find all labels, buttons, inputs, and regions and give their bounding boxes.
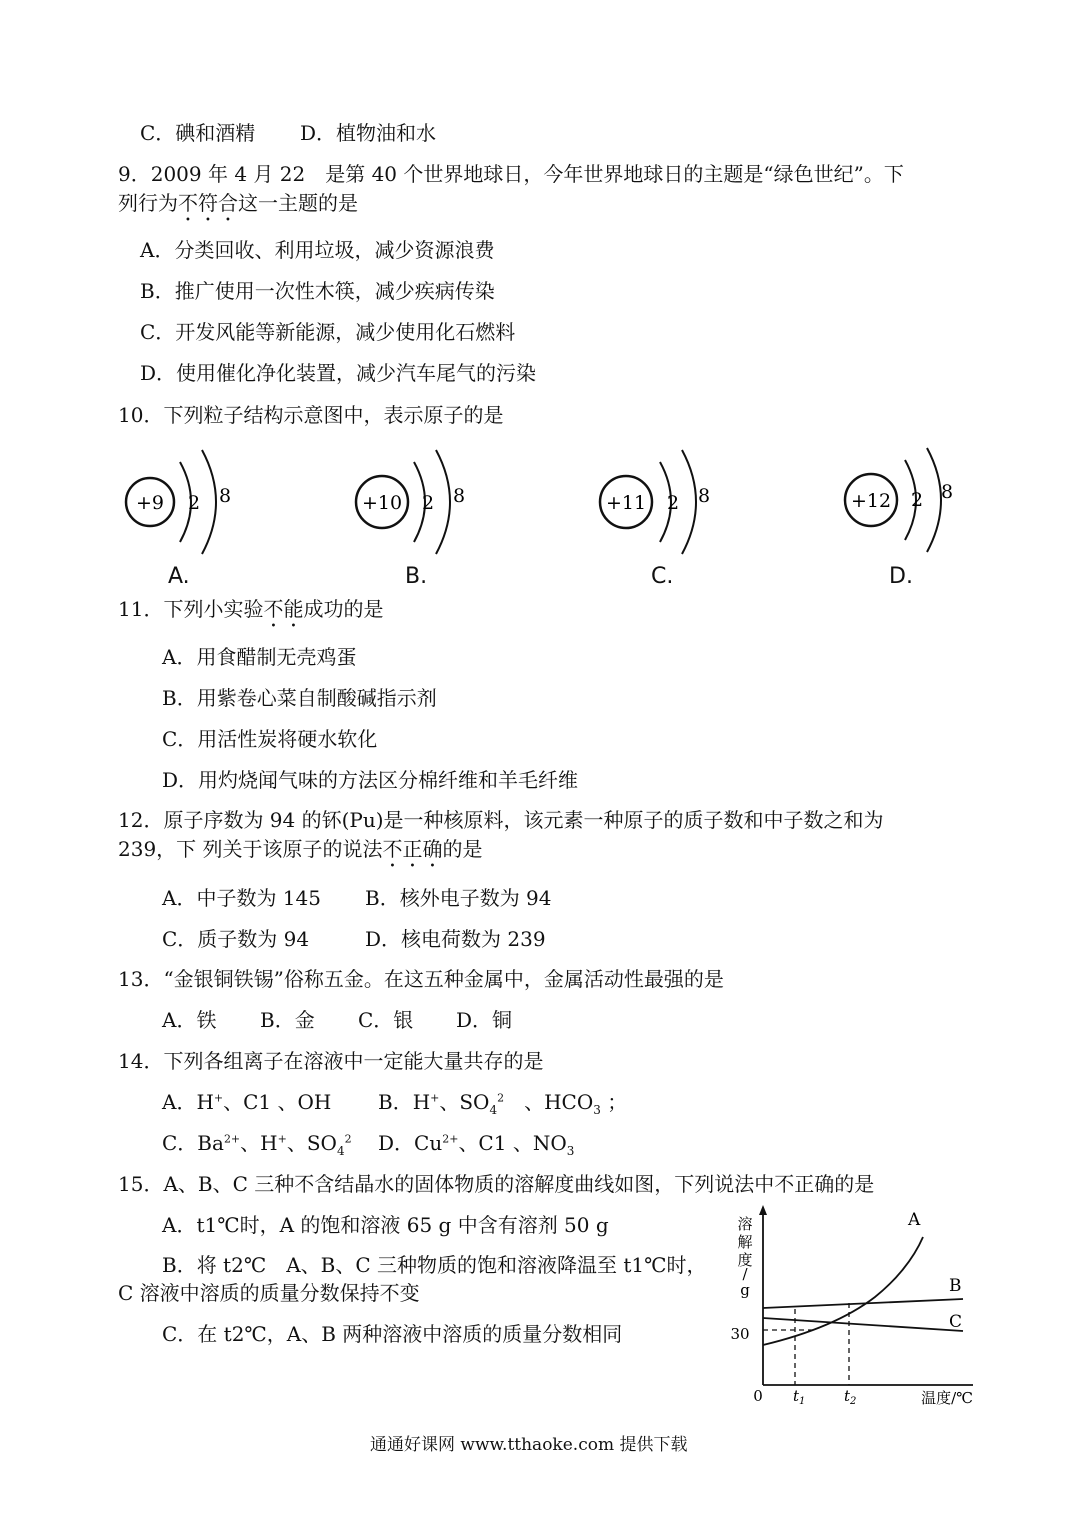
q14-c-sup1: 2+ bbox=[223, 1132, 241, 1146]
q11-emphasis: 不能 bbox=[263, 597, 304, 621]
graph-t2-label: $t_2$ bbox=[844, 1387, 857, 1405]
q14-b-text2: 、SO bbox=[439, 1090, 490, 1114]
graph-ylabel-3: 度 bbox=[737, 1251, 753, 1269]
solubility-graph bbox=[725, 1205, 985, 1405]
q12-stem-line2 bbox=[118, 837, 483, 872]
q14-c-text3: 、SO bbox=[286, 1131, 337, 1155]
q9-stem-text: 列行为 bbox=[118, 191, 178, 215]
q12-option-d: D．核电荷数为 239 bbox=[365, 927, 546, 951]
q13-stem: 13．“金银铜铁锡”俗称五金。在这五种金属中，金属活动性最强的是 bbox=[118, 967, 724, 991]
q14-d-text2: 、C1 、NO bbox=[458, 1131, 567, 1155]
atom-a-shell1: 2 bbox=[187, 492, 201, 514]
q8-option-d: D．植物油和水 bbox=[300, 121, 437, 145]
atom-d-nucleus: +12 bbox=[850, 490, 892, 512]
q15-option-a: A．t1℃时，A 的饱和溶液 65 g 中含有溶剂 50 g bbox=[162, 1213, 609, 1237]
curve-c bbox=[763, 1318, 963, 1331]
atom-d bbox=[845, 448, 953, 552]
q14-c-text2: 、H bbox=[240, 1131, 278, 1155]
curve-a bbox=[763, 1237, 923, 1345]
q14-d-sup1: 2+ bbox=[442, 1132, 459, 1146]
q14-b-text3: 、HCO bbox=[504, 1090, 594, 1114]
atom-a bbox=[126, 450, 231, 554]
q14-c-text: C．Ba bbox=[162, 1131, 224, 1155]
graph-y-tick-30: 30 bbox=[730, 1325, 750, 1343]
atom-b-shell2: 8 bbox=[452, 485, 466, 507]
q9-emphasis: 不符合 bbox=[178, 191, 238, 215]
q14-option-b bbox=[378, 1090, 628, 1117]
q14-a-sup: + bbox=[213, 1091, 224, 1105]
page-footer: 通通好课网 www.tthaoke.com 提供下载 bbox=[370, 1435, 688, 1455]
graph-y-arrow bbox=[759, 1205, 767, 1215]
q14-b-sub1: 4 bbox=[489, 1103, 498, 1117]
q11-stem bbox=[118, 597, 383, 632]
atom-c-shell1: 2 bbox=[666, 492, 680, 514]
q9-option-a: A．分类回收、利用垃圾，减少资源浪费 bbox=[140, 238, 495, 262]
atom-a-shell2: 8 bbox=[218, 485, 232, 507]
q8-option-c: C．碘和酒精 bbox=[140, 121, 256, 145]
atom-b bbox=[356, 450, 465, 554]
curve-c-label: C bbox=[949, 1312, 963, 1332]
atom-d-shell2: 8 bbox=[940, 481, 954, 503]
graph-t1-label: $t_1$ bbox=[793, 1387, 806, 1405]
graph-ylabel-1: 溶 bbox=[737, 1215, 753, 1233]
atom-c bbox=[600, 450, 710, 554]
q10-stem: 10．下列粒子结构示意图中，表示原子的是 bbox=[118, 403, 504, 427]
q15-option-b-line1: B．将 t2℃ A、B、C 三种物质的饱和溶液降温至 t1℃时， bbox=[162, 1253, 707, 1277]
q13-option-a: A．铁 bbox=[162, 1008, 217, 1032]
q10-caption-b: B. bbox=[405, 564, 428, 589]
q13-option-c: C．银 bbox=[358, 1008, 414, 1032]
q12-stem-line1: 12．原子序数为 94 的钚(Pu)是一种核原料，该元素一种原子的质子数和中子数之和为 bbox=[118, 808, 884, 832]
q10-caption-d: D. bbox=[889, 564, 913, 589]
q9-option-d: D．使用催化净化装置，减少汽车尾气的污染 bbox=[140, 361, 537, 385]
q12-stem-text-end: 的是 bbox=[442, 837, 483, 861]
q11-stem-text-end: 成功的是 bbox=[303, 597, 384, 621]
q9-stem-line1: 9．2009 年 4 月 22 是第 40 个世界地球日，今年世界地球日的主题是“绿色世纪”。下 bbox=[118, 162, 904, 186]
q14-b-sup2: 2 bbox=[497, 1091, 505, 1105]
atom-a-nucleus: +9 bbox=[135, 492, 165, 514]
graph-ylabel-4: / bbox=[742, 1265, 748, 1283]
q13-option-b: B．金 bbox=[260, 1008, 315, 1032]
graph-xlabel: 温度/℃ bbox=[921, 1389, 973, 1405]
q12-option-c: C．质子数为 94 bbox=[162, 927, 310, 951]
q9-stem-text-end: 这一主题的是 bbox=[238, 191, 358, 215]
q12-stem-text: 239，下 列关于该原子的说法 bbox=[118, 837, 383, 861]
q14-option-c bbox=[162, 1131, 352, 1158]
curve-b-label: B bbox=[949, 1276, 962, 1296]
q10-caption-c: C. bbox=[651, 564, 674, 589]
atom-b-shell1: 2 bbox=[421, 492, 435, 514]
curve-b bbox=[763, 1299, 963, 1308]
q11-option-a: A．用食醋制无壳鸡蛋 bbox=[162, 645, 357, 669]
atom-c-shell2: 8 bbox=[697, 485, 711, 507]
atom-c-nucleus: +11 bbox=[605, 492, 647, 514]
q14-option-a bbox=[162, 1090, 331, 1114]
q12-option-b: B．核外电子数为 94 bbox=[365, 886, 552, 910]
q9-option-c: C．开发风能等新能源，减少使用化石燃料 bbox=[140, 320, 516, 344]
q14-a-text2: 、C1 、OH bbox=[223, 1090, 332, 1114]
q11-option-b: B．用紫卷心菜自制酸碱指示剂 bbox=[162, 686, 437, 710]
q14-b-sup1: + bbox=[430, 1091, 440, 1105]
q10-atom-diagrams bbox=[0, 440, 1075, 600]
q12-option-a: A．中子数为 145 bbox=[162, 886, 321, 910]
q14-stem: 14．下列各组离子在溶液中一定能大量共存的是 bbox=[118, 1049, 544, 1073]
q14-c-sup2: + bbox=[277, 1132, 287, 1146]
q15-option-b-line2: C 溶液中溶质的质量分数保持不变 bbox=[118, 1281, 420, 1305]
q14-c-sub1: 4 bbox=[336, 1144, 345, 1158]
q9-option-b: B．推广使用一次性木筷，减少疾病传染 bbox=[140, 279, 495, 303]
q11-option-d: D．用灼烧闻气味的方法区分棉纤维和羊毛纤维 bbox=[162, 768, 579, 792]
q14-d-sub1: 3 bbox=[566, 1144, 575, 1158]
q9-stem-line2 bbox=[118, 191, 358, 226]
graph-ylabel-5: g bbox=[740, 1281, 750, 1299]
q14-b-sub2: 3 bbox=[593, 1103, 601, 1117]
graph-ylabel-2: 解 bbox=[737, 1233, 753, 1251]
atom-d-shell1: 2 bbox=[910, 489, 924, 511]
q13-option-d: D．铜 bbox=[456, 1008, 513, 1032]
q11-option-c: C．用活性炭将硬水软化 bbox=[162, 727, 378, 751]
q15-stem: 15．A、B、C 三种不含结晶水的固体物质的溶解度曲线如图，下列说法中不正确的是 bbox=[118, 1172, 875, 1196]
graph-origin-label: 0 bbox=[753, 1387, 763, 1405]
q14-b-text4: ； bbox=[600, 1090, 628, 1114]
q14-a-text: A．H bbox=[162, 1090, 214, 1114]
q12-emphasis: 不正确 bbox=[382, 837, 443, 861]
q10-caption-a: A. bbox=[168, 564, 190, 589]
q14-d-text: D．Cu bbox=[378, 1131, 443, 1155]
q14-option-d bbox=[378, 1131, 575, 1158]
q15-option-c: C．在 t2℃，A、B 两种溶液中溶质的质量分数相同 bbox=[162, 1322, 623, 1346]
curve-a-label: A bbox=[908, 1210, 921, 1230]
q11-stem-text: 11．下列小实验 bbox=[118, 597, 264, 621]
q14-c-sup3: 2 bbox=[344, 1132, 352, 1146]
atom-b-nucleus: +10 bbox=[361, 492, 403, 514]
q14-b-text: B．H bbox=[378, 1090, 431, 1114]
